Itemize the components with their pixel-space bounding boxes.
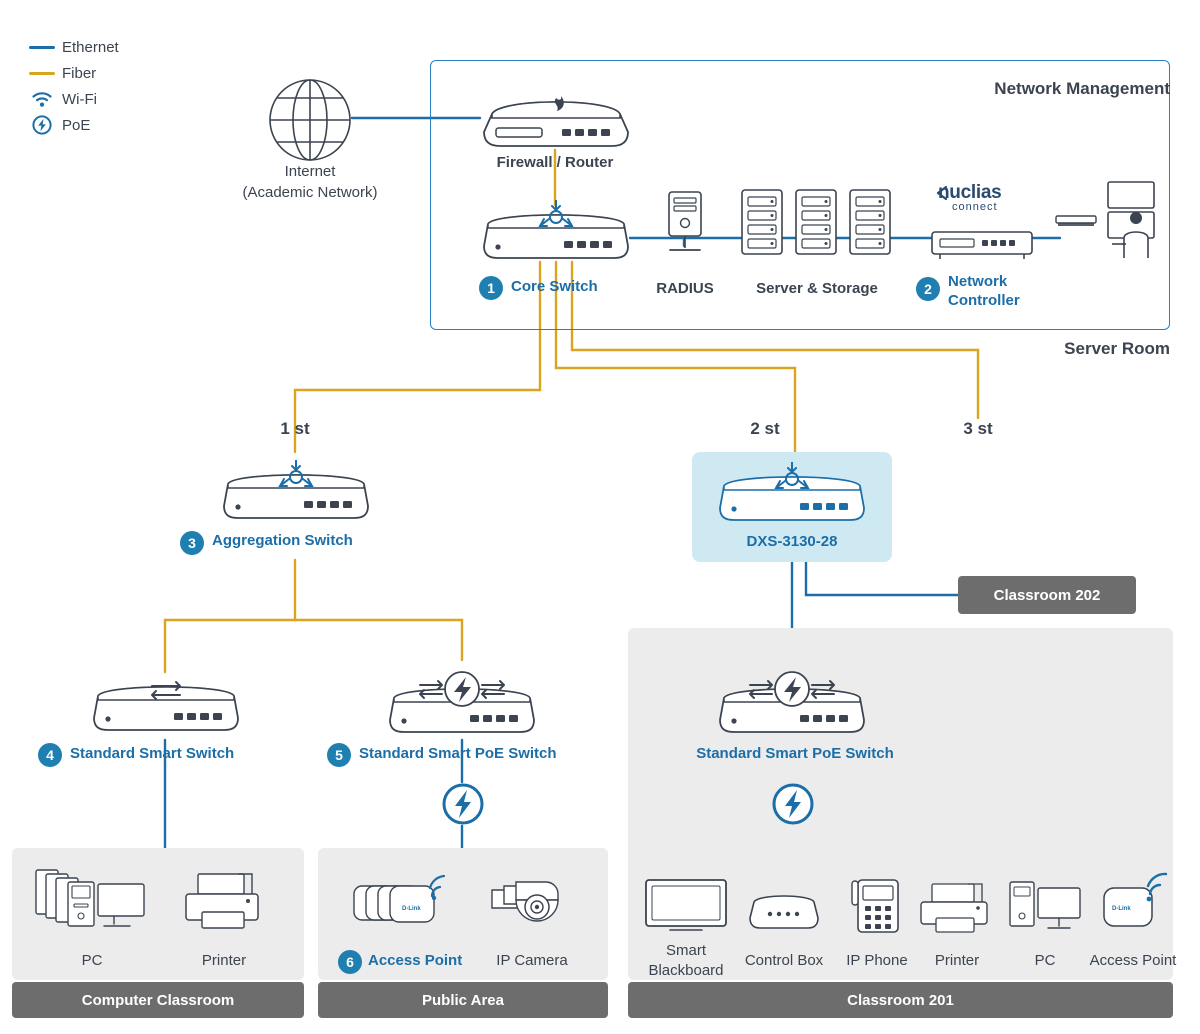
printer-classroom-icon [918, 882, 994, 943]
control-box-label: Control Box [744, 952, 824, 969]
legend [22, 34, 222, 138]
access-point-classroom-label: Access Point [1089, 952, 1177, 969]
computer-classroom-bar [12, 982, 304, 1018]
radius-server-icon [660, 190, 710, 262]
smart-blackboard-icon [644, 878, 728, 943]
network-controller-icon [930, 228, 1034, 262]
ip-camera-label: IP Camera [496, 952, 568, 969]
firewall-router-icon [478, 88, 634, 150]
standard-smart-poe-switch-2-node [714, 660, 870, 741]
dlink-chip-classroom: D-Link [1112, 906, 1131, 912]
internet-label-line1: Internet [284, 163, 336, 180]
ip-phone-label: IP Phone [846, 952, 908, 969]
legend-item-ethernet [22, 34, 222, 60]
legend-item-fiber [22, 60, 222, 86]
nuclias-mark-icon [936, 186, 948, 200]
floor-label-1: 1 st [280, 419, 310, 438]
public-area-bar [318, 982, 608, 1018]
badge-access-point: 6 [338, 950, 362, 974]
access-point-classroom-icon [1098, 872, 1174, 941]
fiber-line-icon [22, 72, 62, 75]
admin-workstation [1052, 180, 1158, 267]
computer-classroom-label: Computer Classroom [81, 991, 235, 1009]
network-controller-node [930, 228, 1034, 267]
classroom-202-tag [958, 576, 1136, 614]
network-controller-label-line1: Network [948, 273, 1008, 290]
pc-label: PC [81, 952, 103, 969]
smart-blackboard-label-line2: Blackboard [648, 962, 724, 979]
standard-smart-poe-switch-1-label: Standard Smart PoE Switch [359, 745, 557, 762]
badge-standard-smart-poe-switch-1: 5 [327, 743, 351, 767]
globe-icon [268, 78, 352, 162]
standard-smart-poe-switch-icon [384, 660, 540, 736]
printer-label: Printer [201, 952, 247, 969]
nuclias-logo [938, 182, 1058, 213]
radius-node [660, 190, 710, 267]
legend-item-poe [22, 112, 222, 138]
internet-node [268, 78, 352, 167]
wifi-icon [22, 90, 62, 108]
badge-core-switch: 1 [479, 276, 503, 300]
firewall-router-node [478, 88, 634, 155]
dlink-chip-public: D-Link [402, 906, 421, 912]
badge-network-controller: 2 [916, 277, 940, 301]
legend-label: Ethernet [62, 38, 119, 56]
standard-smart-switch-node [88, 672, 244, 739]
floor-label-2: 2 st [750, 419, 780, 438]
badge-aggregation-switch: 3 [180, 531, 204, 555]
classroom-201-label: Classroom 201 [847, 991, 954, 1009]
dxs-switch-icon [714, 462, 870, 524]
standard-smart-poe-switch-icon [714, 660, 870, 736]
aggregation-switch-label: Aggregation Switch [212, 532, 353, 549]
aggregation-switch-node [218, 460, 374, 527]
ip-camera-icon [486, 874, 578, 939]
server-room-label: Server Room [1064, 339, 1170, 358]
pc-classroom-icon [1008, 880, 1084, 943]
nuclias-subword: connect [952, 201, 998, 213]
smart-blackboard-label-line1: Smart [665, 942, 706, 959]
standard-smart-poe-switch-1-node [384, 660, 540, 741]
dxs-3130-28-node [714, 462, 870, 529]
core-switch-icon [478, 200, 634, 262]
standard-smart-switch-label: Standard Smart Switch [70, 745, 235, 762]
printer-icon [182, 872, 266, 939]
network-management-title: Network Management [994, 79, 1170, 98]
pc-classroom-label: PC [1034, 952, 1056, 969]
legend-label: Fiber [62, 64, 97, 82]
poe-icon-classroom-201 [771, 782, 815, 831]
pc-group-icon [34, 866, 160, 943]
floor-label-3: 3 st [963, 419, 993, 438]
admin-monitors-icon [1052, 180, 1158, 262]
network-controller-label-line2: Controller [948, 292, 1020, 309]
firewall-router-label: Firewall / Router [496, 154, 614, 171]
standard-smart-switch-icon [88, 672, 244, 734]
legend-label: Wi-Fi [62, 90, 97, 108]
classroom-202-label: Classroom 202 [993, 586, 1101, 604]
dxs-3130-28-label: DXS-3130-28 [746, 533, 838, 550]
aggregation-switch-icon [218, 460, 374, 522]
public-area-label: Public Area [422, 991, 504, 1009]
nuclias-wordmark: nuclias [938, 182, 1002, 203]
poe-icon [22, 115, 62, 135]
core-switch-node [478, 200, 634, 267]
internet-label-line2: (Academic Network) [242, 184, 378, 201]
badge-standard-smart-switch: 4 [38, 743, 62, 767]
ip-phone-icon [850, 878, 906, 943]
standard-smart-poe-switch-2-label: Standard Smart PoE Switch [696, 745, 894, 762]
poe-icon-public-area [441, 782, 485, 831]
core-switch-label: Core Switch [511, 278, 598, 295]
server-storage-label: Server & Storage [756, 280, 878, 297]
ethernet-line-icon [22, 46, 62, 49]
printer-classroom-label: Printer [934, 952, 980, 969]
server-storage-node [740, 188, 892, 265]
access-point-label: Access Point [368, 952, 463, 969]
classroom-201-bar [628, 982, 1173, 1018]
server-storage-icon [740, 188, 892, 260]
control-box-icon [746, 888, 822, 937]
legend-label: PoE [62, 116, 91, 134]
radius-label: RADIUS [656, 280, 714, 297]
legend-item-wifi [22, 86, 222, 112]
